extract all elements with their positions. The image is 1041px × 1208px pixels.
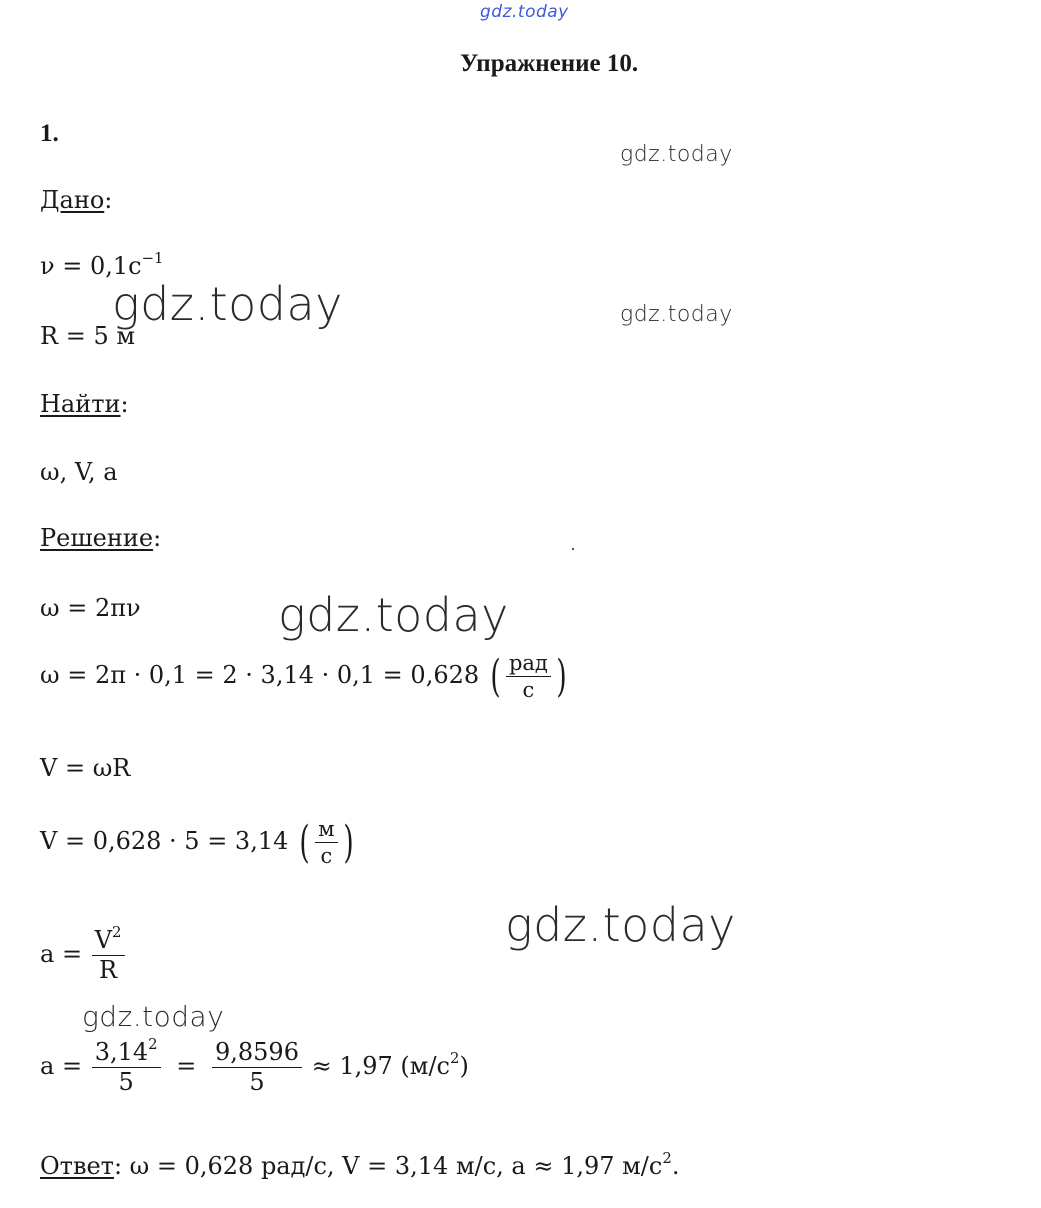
omega-formula: ω = 2πν [40, 594, 141, 622]
a-calc [40, 1034, 469, 1097]
fraction-denominator: R [99, 956, 118, 985]
fraction-numerator: 3,14$^2$ [92, 1040, 161, 1068]
watermark: gdz.today [620, 302, 733, 327]
watermark: gdz.today [112, 277, 343, 331]
exercise-title: Упражнение 10. [460, 50, 639, 77]
a-calc-result: ≈ 1,97 $(м/с^2)$ [311, 1049, 469, 1081]
find-label: Найти [40, 390, 121, 418]
find-values: ω, V, a [40, 458, 118, 486]
answer-line: Ответ: ω = 0,628 рад/с, V = 3,14 м/с, a ≈ 1,97 $м/с^2$. [40, 1148, 680, 1180]
a-formula-fraction [92, 922, 125, 985]
nu-exponent: −1 [141, 248, 164, 267]
given-heading: Дано: [40, 186, 113, 214]
solution-label: Решение [40, 524, 154, 552]
a-calc-fraction-1 [92, 1034, 161, 1097]
watermark: gdz.today [505, 898, 736, 952]
a-calc-lhs: a = [40, 1052, 83, 1081]
watermark: gdz.today [82, 1000, 225, 1033]
watermark: gdz.today [620, 142, 733, 167]
find-heading: Найти: [40, 390, 129, 418]
equals-sign: = [176, 1052, 197, 1081]
paren-right: ) [556, 650, 567, 702]
unit-numerator: м [315, 818, 337, 843]
problem-number: 1. [40, 120, 59, 147]
nu-value: ν = 0,1с [40, 252, 142, 280]
solution-heading: Решение: [40, 524, 162, 552]
fraction-numerator: 9,8596 [212, 1040, 302, 1068]
watermark: gdz.today [278, 588, 509, 642]
fraction-numerator: $V^2$ [92, 928, 125, 956]
given-nu [40, 248, 164, 280]
unit-denominator: с [320, 844, 333, 869]
given-r: R = 5 м [40, 322, 136, 350]
v-unit [315, 818, 337, 867]
a-calc-fraction-2 [212, 1040, 302, 1095]
a-formula [40, 922, 127, 985]
v-calc [40, 818, 357, 867]
answer-exponent: 2 [662, 1148, 672, 1167]
v-formula: V = ωR [40, 754, 131, 782]
paren-left: ( [299, 816, 310, 868]
unit-numerator: рад [506, 652, 551, 677]
answer-label: Ответ [40, 1152, 114, 1180]
watermark-top: gdz.today [480, 2, 569, 22]
answer-end: . [671, 1152, 680, 1180]
omega-unit [506, 652, 551, 701]
paren-right: ) [342, 816, 354, 868]
answer-text: ω = 0,628 рад/с, V = 3,14 м/с, a ≈ 1,97 м/с [129, 1152, 663, 1180]
v-calc-text: V = 0,628 · 5 = 3,14 [40, 827, 289, 856]
given-label: Дано [40, 186, 105, 214]
unit-denominator: с [522, 678, 535, 703]
paren-left: ( [490, 650, 501, 702]
a-formula-lhs: a = [40, 940, 83, 969]
omega-calc-text: ω = 2π · 0,1 = 2 · 3,14 · 0,1 = 0,628 [40, 661, 480, 690]
fraction-denominator: 5 [118, 1068, 134, 1097]
speck [572, 548, 574, 550]
fraction-denominator: 5 [249, 1068, 265, 1097]
omega-calc [40, 652, 570, 701]
